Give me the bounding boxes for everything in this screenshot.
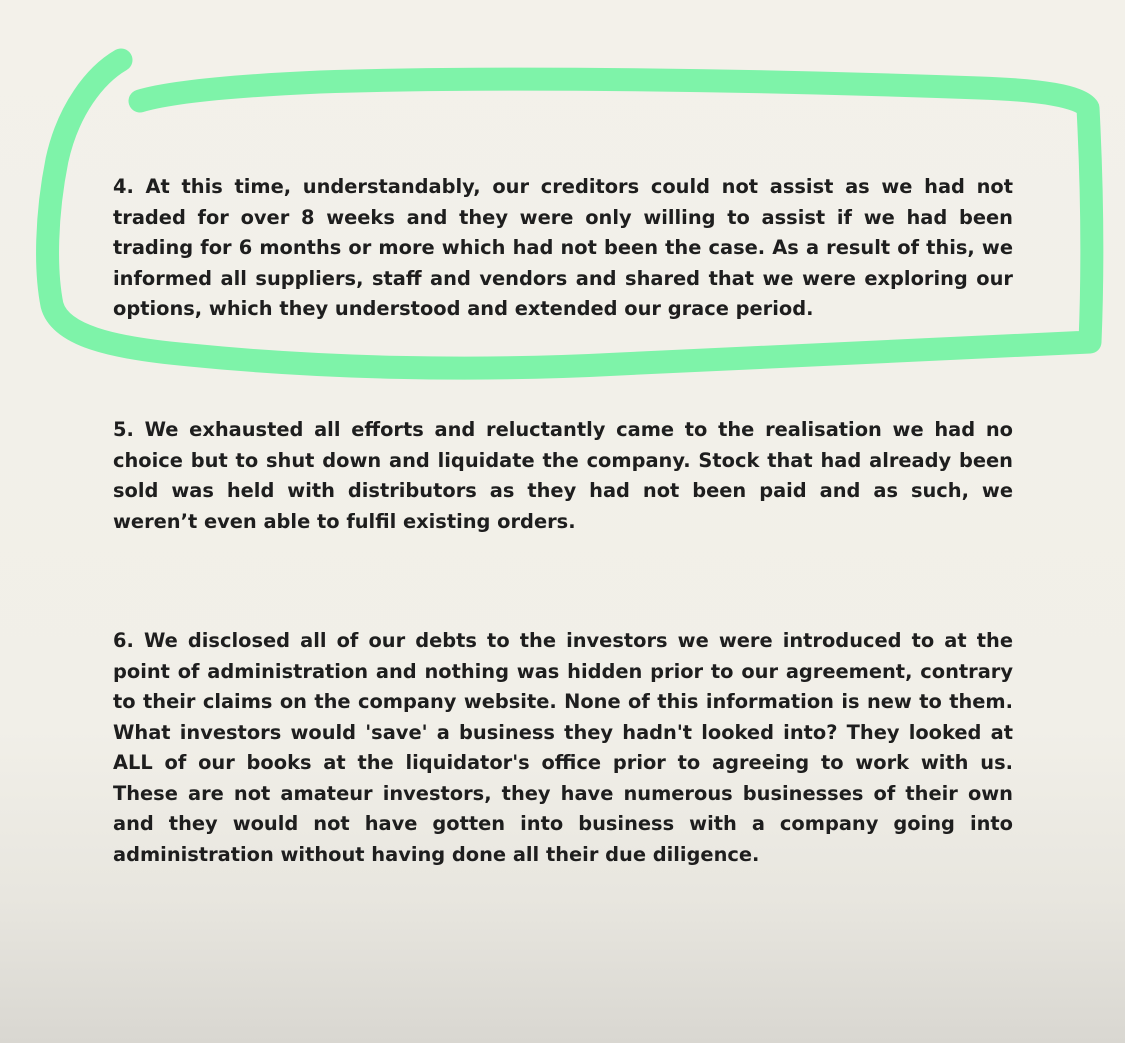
paragraph-point-4: 4. At this time, understandably, our creditors could not assist as we had not traded for over 8 weeks and they were only willing to assist if we had been trading for 6 months or more which had not been the case. As a result of this, we informed all suppliers, staff and vendors and shared that we were exploring our options, which they understood and extended our grace period. bbox=[113, 175, 1013, 320]
paragraph-point-5: 5. We exhausted all efforts and reluctantly came to the realisation we had no choice but to shut down and liquidate the company. Stock that had already been sold was held with distributors as they had not been paid and as such, we weren’t even able to fulfil existing orders. bbox=[113, 418, 1013, 533]
paragraph-point-6: 6. We disclosed all of our debts to the investors we were introduced to at the point of administration and nothing was hidden prior to our agreement, contrary to their claims on the company website. None of this information is new to them. What investors would 'save' a business they hadn't looked into? They looked at ALL of our books at the liquidator's office prior to agreeing to work with us. These are not amateur investors, they have numerous businesses of their own and they would not have gotten into business with a company going into administration without having done all their due diligence. bbox=[113, 629, 1013, 866]
